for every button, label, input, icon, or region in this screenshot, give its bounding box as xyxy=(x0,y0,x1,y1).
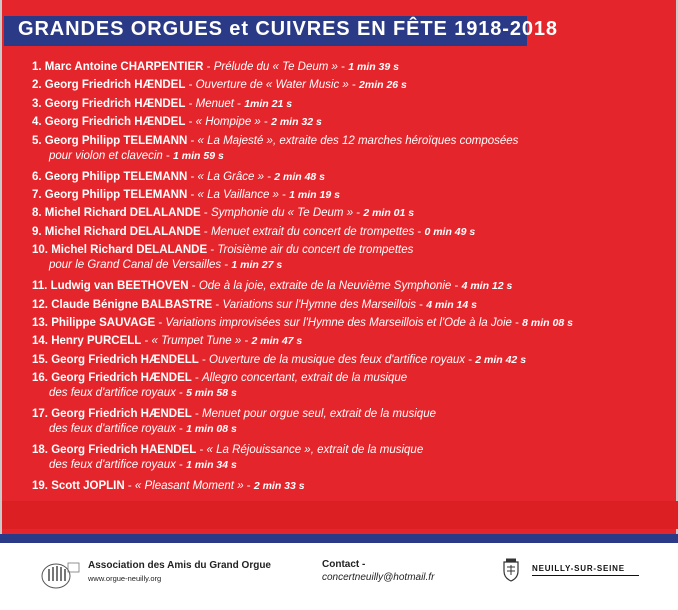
track-composer: Georg Friedrich HÆNDEL xyxy=(51,372,192,385)
track-duration: 4 min 14 s xyxy=(426,298,477,311)
track-number: 4. xyxy=(32,116,42,129)
track-work: « La Réjouissance », extrait de la musique xyxy=(206,444,424,457)
track-number: 10. xyxy=(32,244,48,257)
track-duration: 2 min 01 s xyxy=(363,207,415,220)
track-work-continued: des feux d'artifice royaux xyxy=(49,423,176,436)
track-work: « Trumpet Tune » xyxy=(151,335,242,348)
track-duration: 1 min 08 s xyxy=(186,423,237,436)
track-duration: 1 min 59 s xyxy=(173,149,224,162)
track-composer: Georg Philipp TELEMANN xyxy=(44,189,188,201)
track-item xyxy=(32,134,672,164)
track-duration: 4 min 12 s xyxy=(461,280,513,293)
track-number: 13. xyxy=(32,317,48,329)
track-line: 12. Claude Bénigne BALBASTRE - Variations sur l'Hymne des Marseillois - 4 min 14 s xyxy=(32,298,477,311)
contact-email[interactable]: concertneuilly@hotmail.fr xyxy=(322,572,435,583)
page-title: GRANDES ORGUES et CUIVRES EN FÊTE 1918-2018 xyxy=(18,18,558,40)
track-list xyxy=(2,0,678,534)
track-duration: 2 min 42 s xyxy=(475,353,527,366)
track-work: « Hompipe » xyxy=(195,116,261,129)
track-work: Variations improvisées sur l'Hymne des Marseillois et l'Ode à la Joie xyxy=(165,317,512,329)
track-line: 1. Marc Antoine CHARPENTIER - Prélude du « Te Deum » - 1 min 39 s xyxy=(32,61,399,73)
track-composer: Ludwig van BEETHOVEN xyxy=(50,280,189,293)
track-line-continued: des feux d'artifice royaux - 1 min 34 s xyxy=(49,459,237,472)
track-line: 18. Georg Friedrich HAENDEL - « La Réjouissance », extrait de la musique xyxy=(32,444,424,457)
track-item xyxy=(32,407,672,437)
track-item xyxy=(32,243,672,273)
track-duration: 5 min 58 s xyxy=(186,387,237,400)
track-line: 8. Michel Richard DELALANDE - Symphonie du « Te Deum » - 2 min 01 s xyxy=(32,207,415,220)
track-item xyxy=(32,206,672,221)
track-duration: 1min 21 s xyxy=(244,97,293,110)
track-line: 2. Georg Friedrich HÆNDEL - Ouverture de « Water Music » - 2min 26 s xyxy=(32,79,407,92)
track-item xyxy=(32,225,672,240)
track-composer: Michel Richard DELALANDE xyxy=(44,207,201,220)
track-duration: 1 min 19 s xyxy=(289,189,340,201)
track-composer: Michel Richard DELALANDE xyxy=(51,244,208,257)
track-line: 6. Georg Philipp TELEMANN - « La Grâce » - 2 min 48 s xyxy=(32,170,326,183)
track-line: 14. Henry PURCELL - « Trumpet Tune » - 2 min 47 s xyxy=(32,335,303,348)
track-line: 11. Ludwig van BEETHOVEN - Ode à la joie, extraite de la Neuvième Symphonie - 4 min 12 s xyxy=(32,280,513,293)
track-number: 16. xyxy=(32,372,48,385)
track-duration: 2min 26 s xyxy=(359,79,407,92)
track-line-continued: pour violon et clavecin - 1 min 59 s xyxy=(49,149,224,162)
track-item xyxy=(32,316,672,331)
track-line-continued: des feux d'artifice royaux - 5 min 58 s xyxy=(49,387,237,400)
track-line: 5. Georg Philipp TELEMANN - « La Majesté », extraite des 12 marches héroïques composées xyxy=(32,134,519,147)
track-item xyxy=(32,78,672,93)
track-duration: 1 min 34 s xyxy=(186,459,237,472)
track-duration: 2 min 32 s xyxy=(271,116,322,129)
track-item xyxy=(32,170,672,185)
track-line-continued: pour le Grand Canal de Versailles - 1 min 27 s xyxy=(49,259,283,272)
track-composer: Georg Friedrich HÆNDEL xyxy=(44,97,186,110)
track-duration: 2 min 48 s xyxy=(274,170,326,183)
track-item xyxy=(32,443,672,473)
track-work: Allegro concertant, extrait de la musique xyxy=(202,372,408,385)
track-item xyxy=(32,334,672,349)
track-duration: 0 min 49 s xyxy=(424,225,476,238)
track-number: 17. xyxy=(32,408,48,421)
track-work: Ode à la joie, extraite de la Neuvième Symphonie xyxy=(198,280,452,293)
track-number: 12. xyxy=(32,298,48,311)
track-line: 10. Michel Richard DELALANDE - Troisième air du concert de trompettes xyxy=(32,244,414,257)
track-work-continued: des feux d'artifice royaux xyxy=(49,459,176,472)
track-composer: Marc Antoine CHARPENTIER xyxy=(44,61,204,73)
track-line-continued: des feux d'artifice royaux - 1 min 08 s xyxy=(49,423,237,436)
track-number: 6. xyxy=(32,170,42,183)
track-item xyxy=(32,371,672,401)
track-composer: Georg Friedrich HÆNDEL xyxy=(44,116,186,129)
city-name: NEUILLY-SUR-SEINE xyxy=(532,564,625,573)
track-number: 2. xyxy=(32,79,42,92)
track-line: 17. Georg Friedrich HÆNDEL - Menuet pour orgue seul, extrait de la musique xyxy=(32,408,436,421)
track-composer: Georg Philipp TELEMANN xyxy=(44,170,188,183)
track-work-continued: pour violon et clavecin xyxy=(49,149,163,162)
track-line: 16. Georg Friedrich HÆNDEL - Allegro concertant, extrait de la musique xyxy=(32,372,408,385)
track-number: 5. xyxy=(32,134,42,147)
track-composer: Michel Richard DELALANDE xyxy=(44,225,201,238)
track-work: Prélude du « Te Deum » xyxy=(213,61,338,73)
track-number: 9. xyxy=(32,225,42,238)
track-item xyxy=(32,97,672,112)
track-work: « La Grâce » xyxy=(197,170,264,183)
track-item xyxy=(32,353,672,368)
track-work: « Pleasant Moment » xyxy=(134,480,244,493)
track-duration: 2 min 33 s xyxy=(253,480,305,493)
track-composer: Georg Friedrich HÆNDEL xyxy=(44,79,186,92)
track-work-continued: pour le Grand Canal de Versailles xyxy=(49,259,222,272)
city-crest-icon xyxy=(502,558,520,582)
track-composer: Claude Bénigne BALBASTRE xyxy=(51,298,213,311)
track-duration: 1 min 39 s xyxy=(348,61,399,73)
track-work: Ouverture de « Water Music » xyxy=(195,79,349,92)
footer-divider xyxy=(0,534,678,543)
track-composer: Scott JOPLIN xyxy=(51,480,125,493)
track-line: 15. Georg Friedrich HÆNDELL - Ouverture de la musique des feux d'artifice royaux - 2 min 42 s xyxy=(32,353,527,366)
track-composer: Georg Friedrich HÆNDELL xyxy=(51,353,199,366)
track-work: Troisième air du concert de trompettes xyxy=(217,244,414,257)
track-number: 14. xyxy=(32,335,48,348)
track-composer: Georg Friedrich HAENDEL xyxy=(51,444,197,457)
track-composer: Georg Friedrich HÆNDEL xyxy=(51,408,192,421)
contact-label: Contact - xyxy=(322,559,366,570)
track-item xyxy=(32,188,672,203)
track-work: Symphonie du « Te Deum » xyxy=(210,207,354,220)
track-line: 4. Georg Friedrich HÆNDEL - « Hompipe » - 2 min 32 s xyxy=(32,116,322,129)
organ-logo-icon xyxy=(40,560,80,590)
track-line: 7. Georg Philipp TELEMANN - « La Vaillance » - 1 min 19 s xyxy=(32,189,340,201)
track-number: 19. xyxy=(32,480,48,493)
track-duration: 8 min 08 s xyxy=(522,317,573,329)
track-work: « La Majesté », extraite des 12 marches héroïques composées xyxy=(197,134,519,147)
track-work: « La Vaillance » xyxy=(197,189,279,201)
track-work: Menuet extrait du concert de trompettes xyxy=(210,225,415,238)
track-item xyxy=(32,115,672,130)
track-number: 15. xyxy=(32,353,48,366)
city-underline xyxy=(532,575,639,576)
track-number: 11. xyxy=(32,280,48,293)
track-item xyxy=(32,298,672,313)
track-work: Ouverture de la musique des feux d'artifice royaux xyxy=(209,353,466,366)
track-item xyxy=(32,279,672,294)
track-composer: Georg Philipp TELEMANN xyxy=(44,134,188,147)
track-duration: 2 min 47 s xyxy=(251,335,303,348)
track-line: 3. Georg Friedrich HÆNDEL - Menuet - 1min 21 s xyxy=(32,97,293,110)
association-url[interactable]: www.orgue-neuilly.org xyxy=(88,574,162,583)
track-number: 18. xyxy=(32,444,48,457)
association-name: Association des Amis du Grand Orgue xyxy=(88,560,271,571)
track-number: 8. xyxy=(32,207,42,220)
footer xyxy=(0,543,678,610)
track-work: Variations sur l'Hymne des Marseillois xyxy=(222,298,416,311)
track-number: 1. xyxy=(32,61,42,73)
track-work-continued: des feux d'artifice royaux xyxy=(49,387,176,400)
track-composer: Philippe SAUVAGE xyxy=(51,317,156,329)
track-work: Menuet xyxy=(195,97,234,110)
track-number: 7. xyxy=(32,189,42,201)
track-item xyxy=(32,60,672,75)
track-line: 19. Scott JOPLIN - « Pleasant Moment » - 2 min 33 s xyxy=(32,480,305,493)
track-work: Menuet pour orgue seul, extrait de la musique xyxy=(202,408,436,421)
track-composer: Henry PURCELL xyxy=(51,335,142,348)
track-item xyxy=(32,479,672,494)
track-duration: 1 min 27 s xyxy=(231,259,283,272)
track-line: 13. Philippe SAUVAGE - Variations improvisées sur l'Hymne des Marseillois et l'Ode à la Joie - 8 min 08 s xyxy=(32,317,573,329)
track-line: 9. Michel Richard DELALANDE - Menuet extrait du concert de trompettes - 0 min 49 s xyxy=(32,225,476,238)
track-number: 3. xyxy=(32,97,42,110)
